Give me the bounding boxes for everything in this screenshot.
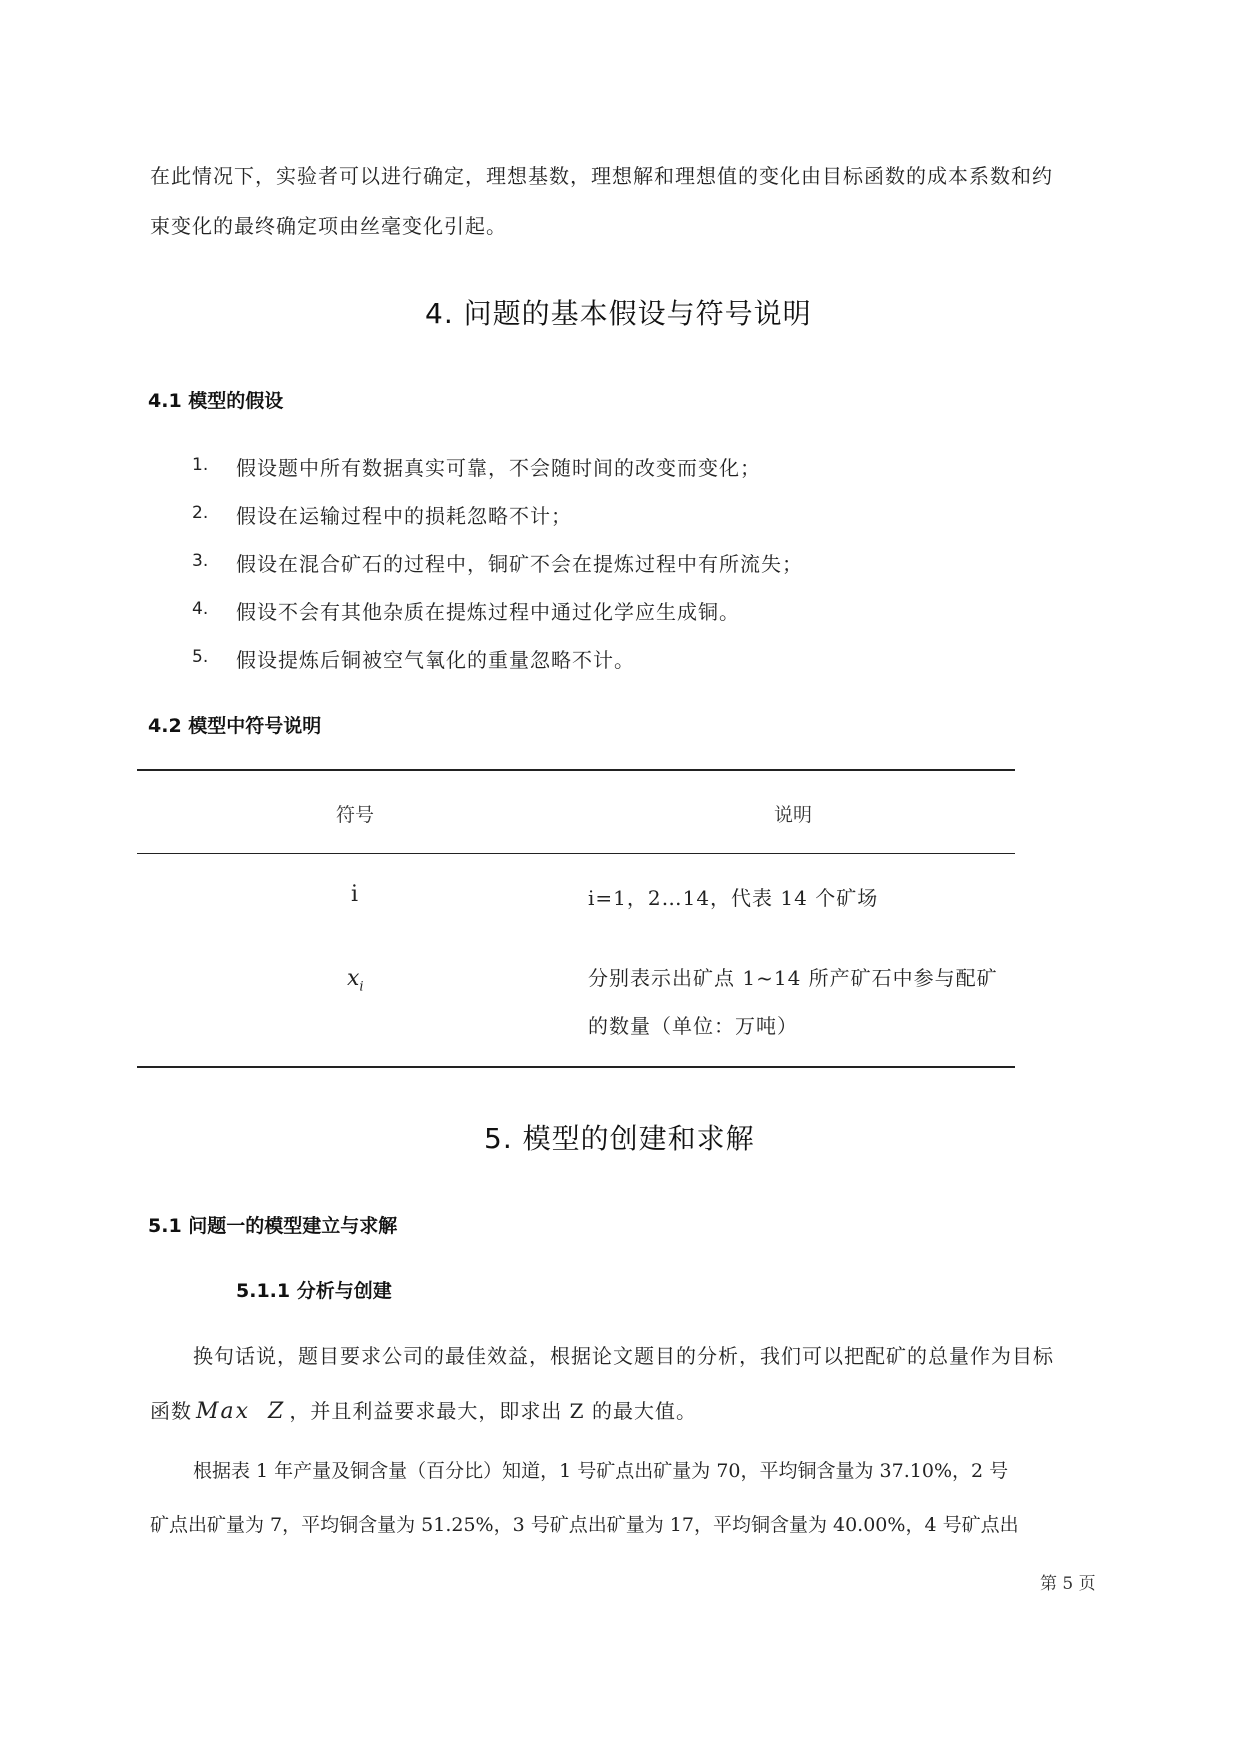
subsection-5-1-title: 5.1 问题一的模型建立与求解: [148, 1215, 398, 1237]
intro-line-1: 在此情况下，实验者可以进行确定，理想基数，理想解和理想值的变化由目标函数的成本系数和约: [150, 164, 1053, 188]
paragraph-2-line-1: 根据表 1 年产量及铜含量（百分比）知道，1 号矿点出矿量为 70，平均铜含量为 37.10%，2 号: [193, 1460, 1009, 1482]
list-text: 假设在混合矿石的过程中，铜矿不会在提炼过程中有所流失；: [236, 552, 803, 576]
symbol-cell: [347, 966, 364, 994]
objective-function-formula: Max Z: [196, 1399, 286, 1424]
list-number: 4.: [192, 599, 209, 619]
table-bottom-rule: [137, 1066, 1015, 1068]
list-number: 5.: [192, 647, 209, 667]
section-5-title: 5. 模型的创建和求解: [484, 1122, 755, 1155]
paragraph-1-suffix: ，并且利益要求最大，即求出 Z 的最大值。: [289, 1399, 697, 1423]
list-text: 假设在运输过程中的损耗忽略不计；: [236, 504, 572, 528]
description-cell: i=1，2…14，代表 14 个矿场: [588, 886, 879, 910]
list-number: 3.: [192, 551, 209, 571]
subsection-5-1-1-title: 5.1.1 分析与创建: [236, 1280, 392, 1302]
subsection-4-2-title: 4.2 模型中符号说明: [148, 715, 322, 737]
description-cell-line-2: 的数量（单位：万吨）: [588, 1014, 798, 1038]
intro-line-2: 束变化的最终确定项由丝毫变化引起。: [150, 214, 507, 238]
list-text: 假设题中所有数据真实可靠，不会随时间的改变而变化；: [236, 456, 761, 480]
paragraph-1-line-1: 换句话说，题目要求公司的最佳效益，根据论文题目的分析，我们可以把配矿的总量作为目标: [193, 1344, 1054, 1368]
list-number: 2.: [192, 503, 209, 523]
paragraph-1-line-2: [150, 1395, 697, 1424]
subsection-4-1-title: 4.1 模型的假设: [148, 390, 284, 412]
list-number: 1.: [192, 455, 209, 475]
symbol-cell: i: [351, 882, 360, 907]
list-text: 假设不会有其他杂质在提炼过程中通过化学应生成铜。: [236, 600, 740, 624]
paragraph-1-prefix: 函数: [150, 1399, 192, 1423]
section-4-title: 4. 问题的基本假设与符号说明: [425, 297, 812, 330]
paragraph-2-line-2: 矿点出矿量为 7，平均铜含量为 51.25%，3 号矿点出矿量为 17，平均铜含量为 40.00%，4 号矿点出: [150, 1514, 1019, 1536]
table-header-description: 说明: [774, 804, 813, 826]
symbol-base: x: [347, 966, 360, 991]
table-header-rule: [137, 853, 1015, 854]
description-cell-line-1: 分别表示出矿点 1~14 所产矿石中参与配矿: [588, 966, 998, 990]
table-header-symbol: 符号: [336, 804, 375, 826]
table-top-rule: [137, 769, 1015, 771]
page-number: 第 5 页: [1040, 1574, 1096, 1594]
list-text: 假设提炼后铜被空气氧化的重量忽略不计。: [236, 648, 635, 672]
symbol-subscript: i: [359, 979, 364, 995]
